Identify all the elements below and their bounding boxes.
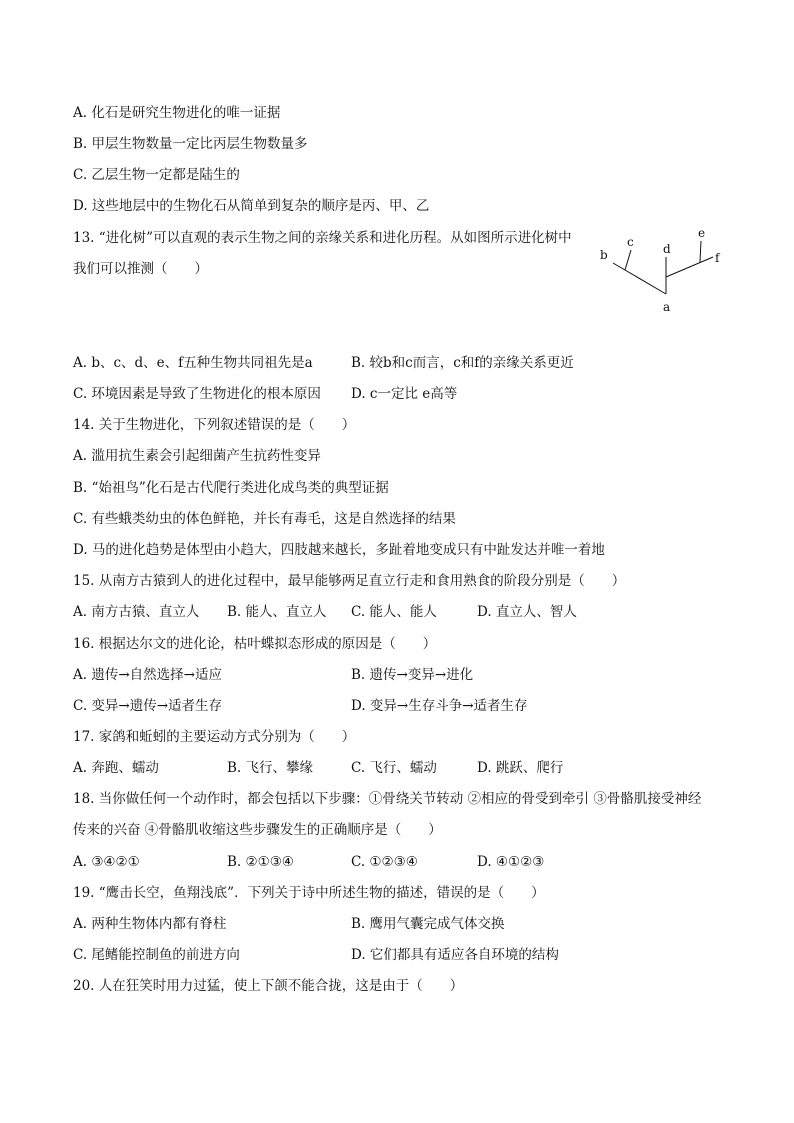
q17-option-d: D. 跳跃、爬行: [477, 760, 564, 776]
q13-option-b: B. 较b和c而言，c和f的亲缘关系更近: [351, 355, 574, 371]
q17-option-c: C. 飞行、蠕动: [351, 760, 437, 776]
q18-option-a: A. ③④②①: [73, 854, 140, 870]
q12-option-a: A. 化石是研究生物进化的唯一证据: [73, 105, 281, 121]
q18-stem-line2: 传来的兴奋 ④骨骼肌收缩这些步骤发生的正确顺序是（ ）: [73, 822, 442, 838]
q14-option-b: B. “始祖鸟”化石是古代爬行类进化成鸟类的典型证据: [73, 480, 389, 496]
tree-branch-c: [625, 250, 631, 270]
q18-stem-line1: 18. 当你做任何一个动作时，都会包括以下步骤：①骨绕关节转动 ②相应的骨受到牵引 ③骨骼肌接受神经: [73, 791, 702, 807]
q15-option-c: C. 能人、能人: [351, 604, 437, 620]
q18-option-d: D. ④①②③: [477, 854, 545, 870]
q12-option-d: D. 这些地层中的生物化石从简单到复杂的顺序是丙、甲、乙: [73, 198, 430, 214]
q19-option-c: C. 尾鳍能控制鱼的前进方向: [73, 947, 240, 963]
q19-stem: 19. “鹰击长空，鱼翔浅底”．下列关于诗中所述生物的描述，错误的是（ ）: [73, 885, 545, 901]
q13-stem-line1: 13. “进化树”可以直观的表示生物之间的亲缘关系和进化历程。从如图所示进化树中: [73, 230, 572, 246]
q14-option-a: A. 滥用抗生素会引起细菌产生抗药性变异: [73, 448, 321, 464]
q16-option-d: D. 变异→生存斗争→适者生存: [351, 698, 528, 714]
tree-branch-a-b: [613, 263, 666, 294]
q12-option-c: C. 乙层生物一定都是陆生的: [73, 167, 240, 183]
q15-option-d: D. 直立人、智人: [477, 604, 577, 620]
q16-option-b: B. 遗传→变异→进化: [351, 667, 474, 683]
q15-stem: 15. 从南方古猿到人的进化过程中，最早能够两足直立行走和食用熟食的阶段分别是（ ）: [73, 573, 626, 589]
q14-option-d: D. 马的进化趋势是体型由小趋大，四肢越来越长，多趾着地变成只有中趾发达并唯一着地: [73, 542, 605, 558]
tree-branch-e: [700, 241, 701, 262]
q20-stem: 20. 人在狂笑时用力过猛，使上下颌不能合拢，这是由于（ ）: [73, 978, 464, 994]
q15-option-a: A. 南方古猿、直立人: [73, 604, 200, 620]
q17-option-a: A. 奔跑、蠕动: [73, 760, 159, 776]
q16-option-c: C. 变异→遗传→适者生存: [73, 698, 223, 714]
tree-label-f: f: [715, 251, 720, 265]
evolution-tree-diagram: [595, 222, 735, 322]
tree-label-e: e: [698, 226, 706, 240]
q13-stem-line2: 我们可以推测（ ）: [73, 261, 208, 277]
q19-option-a: A. 两种生物体内都有脊柱: [73, 916, 227, 932]
tree-label-c: c: [627, 235, 634, 249]
q19-option-d: D. 它们都具有适应各自环境的结构: [351, 947, 559, 963]
q13-option-a: A. b、c、d、e、f五种生物共同祖先是a: [73, 355, 313, 371]
tree-branch-ef: [666, 257, 713, 277]
tree-label-b: b: [600, 248, 608, 262]
q14-option-c: C. 有些蛾类幼虫的体色鲜艳，并长有毒毛，这是自然选择的结果: [73, 511, 456, 527]
q17-option-b: B. 飞行、攀缘: [227, 760, 314, 776]
q15-option-b: B. 能人、直立人: [227, 604, 327, 620]
q17-stem: 17. 家鸽和蚯蚓的主要运动方式分别为（ ）: [73, 729, 356, 745]
q14-stem: 14. 关于生物进化，下列叙述错误的是（ ）: [73, 417, 356, 433]
q13-option-d: D. c一定比 e高等: [351, 386, 458, 402]
q16-option-a: A. 遗传→自然选择→适应: [73, 667, 222, 683]
q16-stem: 16. 根据达尔文的进化论，枯叶蝶拟态形成的原因是（ ）: [73, 636, 437, 652]
tree-label-a: a: [663, 300, 671, 314]
q13-option-c: C. 环境因素是导致了生物进化的根本原因: [73, 386, 321, 402]
q12-option-b: B. 甲层生物数量一定比丙层生物数量多: [73, 136, 308, 152]
tree-label-d: d: [663, 242, 671, 256]
q19-option-b: B. 鹰用气囊完成气体交换: [351, 916, 505, 932]
q18-option-c: C. ①②③④: [351, 854, 418, 870]
q18-option-b: B. ②①③④: [227, 854, 294, 870]
